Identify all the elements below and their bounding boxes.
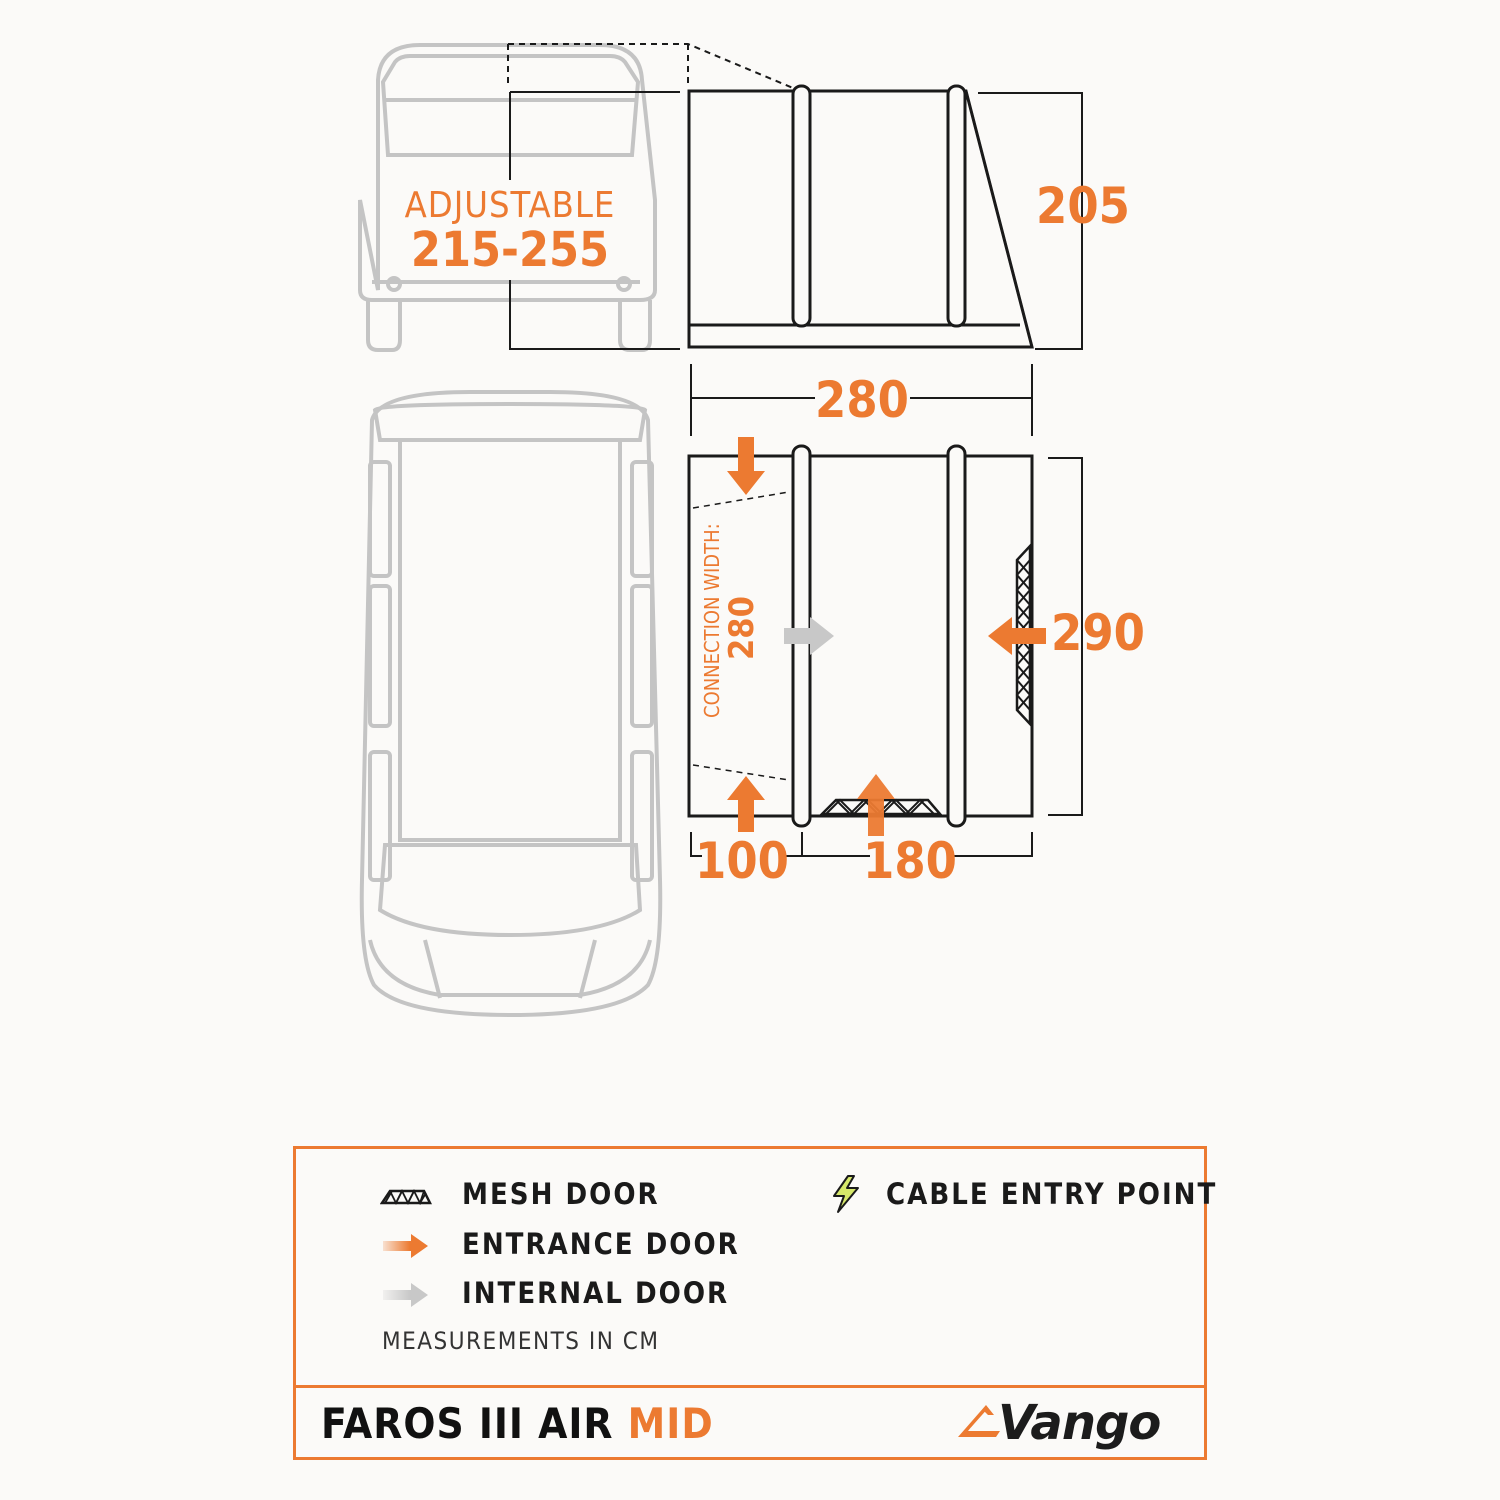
adjustable-range: 215-255 [410, 222, 610, 278]
lightning-icon [816, 1179, 876, 1209]
brand-logo [956, 1393, 1166, 1453]
legend-divider [296, 1385, 1204, 1388]
product-name-main: FAROS III AIR [321, 1399, 614, 1448]
brand-name: Vango [998, 1395, 1161, 1451]
left-section-value: 100 [695, 832, 789, 890]
width-value: 280 [815, 371, 909, 429]
legend-cable-entry [816, 1179, 876, 1209]
legend-cable-entry-label: CABLE ENTRY POINT [886, 1177, 1218, 1211]
legend-entrance-door-label: ENTRANCE DOOR [462, 1227, 740, 1261]
entrance-arrow-icon [376, 1231, 436, 1261]
product-name [321, 1399, 714, 1448]
measurements-note: MEASUREMENTS IN CM [382, 1327, 660, 1355]
legend-box [293, 1146, 1218, 1460]
legend-mesh-door-label: MESH DOOR [462, 1177, 660, 1211]
van-top-view [362, 392, 661, 1015]
product-name-accent: MID [627, 1399, 714, 1448]
awning-side-elevation [689, 86, 1032, 347]
connection-value: 280 [722, 596, 762, 660]
legend-internal-door [376, 1280, 436, 1310]
mesh-door-icon [376, 1181, 436, 1211]
depth-value: 290 [1051, 604, 1145, 662]
connection-title: CONNECTION WIDTH: [700, 523, 724, 718]
right-section-value: 180 [863, 832, 957, 890]
internal-arrow-icon [376, 1280, 436, 1310]
legend-internal-door-label: INTERNAL DOOR [462, 1276, 730, 1310]
legend-entrance-door [376, 1231, 436, 1261]
legend-mesh-door [376, 1181, 436, 1211]
adjustable-title: ADJUSTABLE [404, 185, 616, 226]
height-value: 205 [1036, 177, 1130, 235]
